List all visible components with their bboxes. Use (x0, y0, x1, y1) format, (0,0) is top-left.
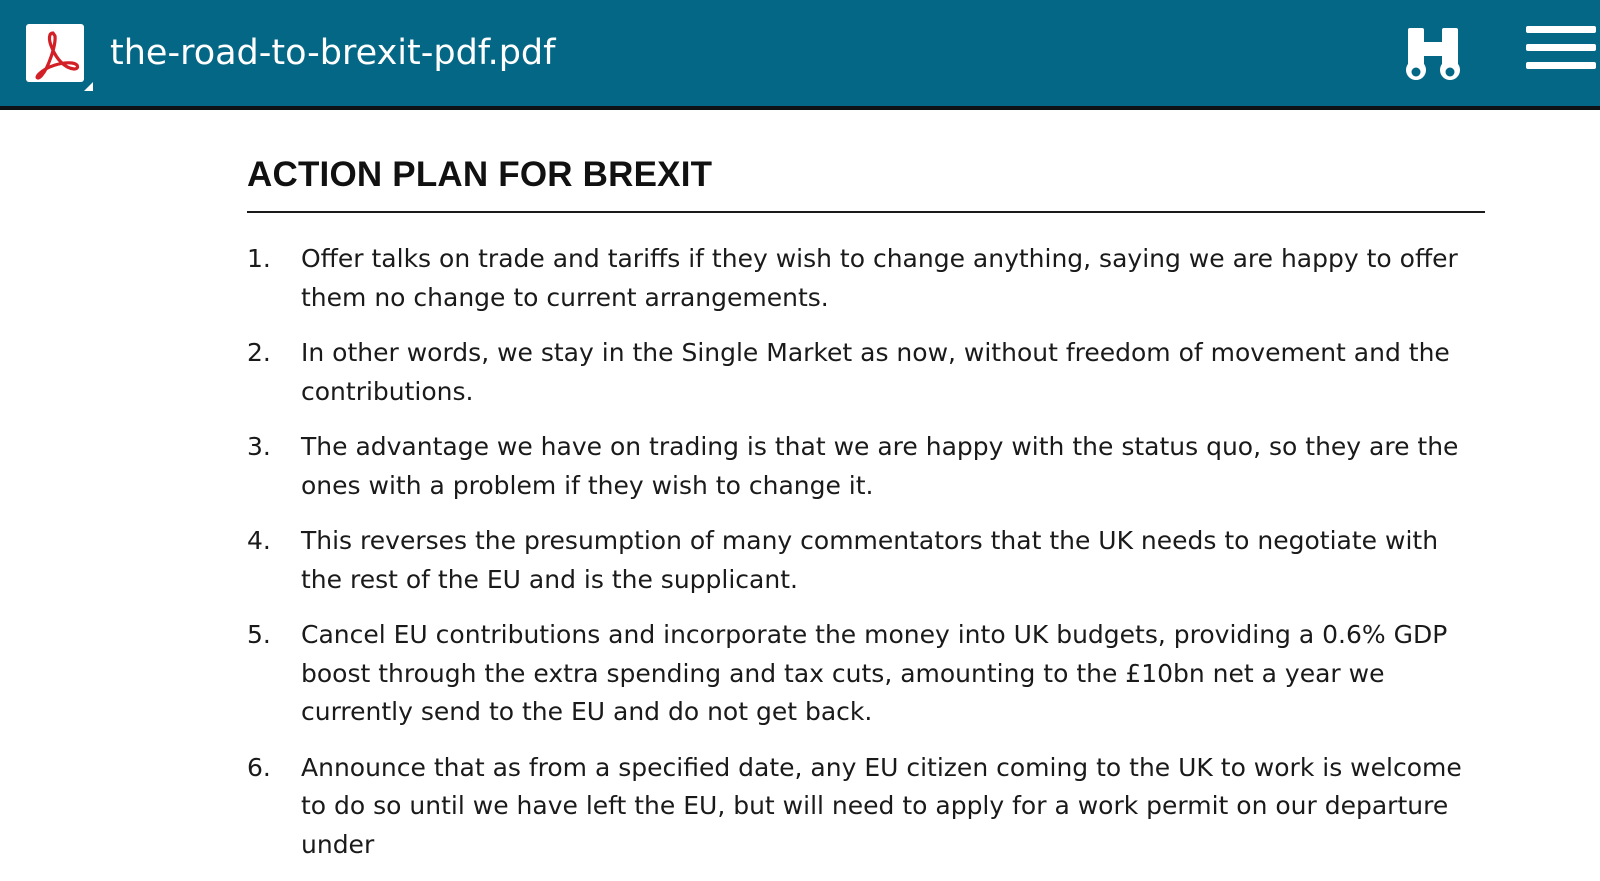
list-item (247, 334, 1487, 411)
list-item-number: 4. (247, 526, 271, 555)
list-item-number: 2. (247, 338, 271, 367)
pdf-page (0, 110, 1600, 859)
list-item (247, 749, 1487, 865)
menu-bar-top (1526, 26, 1596, 33)
document-title: the-road-to-brexit-pdf.pdf (110, 33, 556, 73)
list-item (247, 240, 1487, 317)
list-item-text: This reverses the presumption of many commentators that the UK needs to negotiate with the rest of the EU and is the supplicant. (301, 526, 1439, 594)
binoculars-icon[interactable] (1400, 22, 1466, 88)
hamburger-menu-icon[interactable] (1522, 24, 1600, 74)
list-item-number: 3. (247, 432, 271, 461)
list-item (247, 616, 1487, 732)
acrobat-pdf-icon[interactable] (26, 24, 84, 82)
list-item (247, 522, 1487, 599)
app-toolbar (0, 0, 1600, 110)
list-item-text: Cancel EU contributions and incorporate the money into UK budgets, providing a 0.6% GDP boost through the extra spending and tax cuts, amounting to the £10bn net a year we currently send to the EU and do not get back. (301, 620, 1448, 726)
action-list (247, 240, 1487, 881)
list-item-text: Announce that as from a specified date, any EU citizen coming to the UK to work is welcome to do so until we have left the EU, but will need to apply for a work permit on our departure under (301, 752, 1462, 859)
menu-bar-middle (1526, 44, 1596, 51)
list-item-text: Offer talks on trade and tariffs if they wish to change anything, saying we are happy to offer them no change to current arrangements. (301, 244, 1458, 312)
list-item-text: The advantage we have on trading is that we are happy with the status quo, so they are the ones with a problem if they wish to change it. (301, 432, 1459, 500)
list-item-text: In other words, we stay in the Single Market as now, without freedom of movement and the contributions. (301, 338, 1450, 406)
section-heading: ACTION PLAN FOR BREXIT (247, 155, 713, 194)
heading-divider (247, 211, 1485, 213)
menu-bar-bottom (1526, 62, 1596, 69)
list-item (247, 428, 1487, 505)
list-item-number: 6. (247, 752, 271, 782)
list-item-number: 1. (247, 244, 271, 273)
list-item-number: 5. (247, 620, 271, 649)
icon-corner-triangle (84, 82, 93, 91)
